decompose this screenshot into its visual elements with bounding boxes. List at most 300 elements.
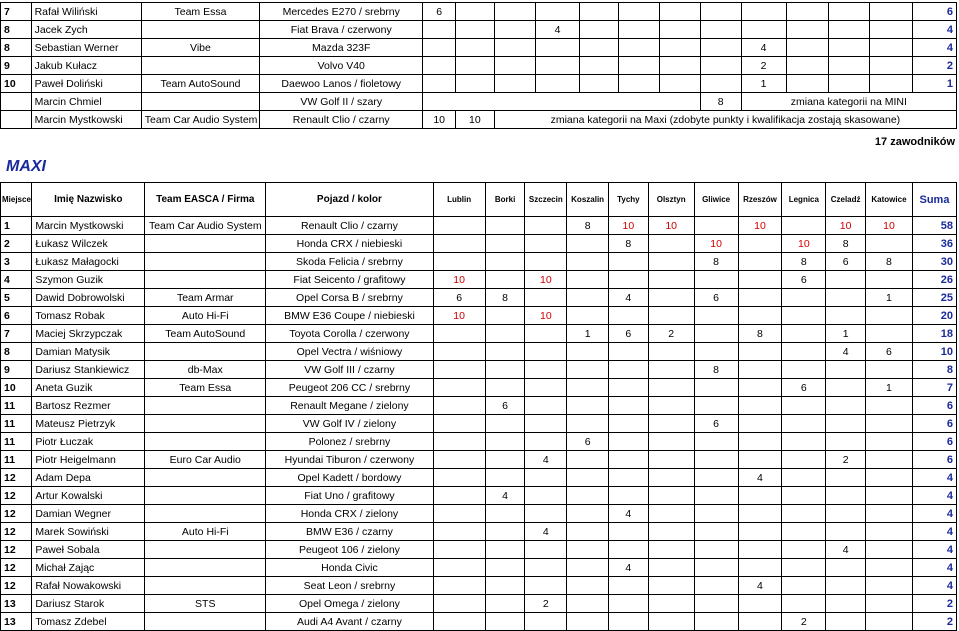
- score-cell: 2: [741, 57, 786, 75]
- header-city: Szczecin: [525, 183, 567, 217]
- score-cell: [738, 433, 782, 451]
- score-cell: [609, 271, 649, 289]
- sum-cell: 4: [912, 559, 956, 577]
- place-cell: 10: [1, 75, 32, 93]
- score-cell: 4: [609, 505, 649, 523]
- car-cell: Opel Corsa B / srebrny: [266, 289, 433, 307]
- score-cell: 10: [525, 307, 567, 325]
- score-cell: [433, 325, 485, 343]
- place-cell: 12: [1, 523, 32, 541]
- score-cell: [525, 487, 567, 505]
- team-cell: [145, 541, 266, 559]
- score-cell: [870, 21, 913, 39]
- score-cell: 6: [433, 289, 485, 307]
- score-cell: [826, 307, 866, 325]
- score-cell: 4: [738, 469, 782, 487]
- score-cell: [829, 57, 870, 75]
- score-cell: [782, 217, 826, 235]
- score-cell: [829, 75, 870, 93]
- result-row: [1, 217, 957, 235]
- score-cell: 8: [694, 253, 738, 271]
- place-cell: 7: [1, 3, 32, 21]
- score-cell: [619, 3, 660, 21]
- score-cell: [609, 487, 649, 505]
- score-cell: [660, 21, 701, 39]
- sum-cell: 4: [912, 577, 956, 595]
- place-cell: 12: [1, 541, 32, 559]
- header-city: Tychy: [609, 183, 649, 217]
- place-cell: 6: [1, 307, 32, 325]
- score-cell: [423, 21, 456, 39]
- score-cell: [694, 379, 738, 397]
- score-cell: [741, 21, 786, 39]
- header-city: Borki: [485, 183, 525, 217]
- score-cell: [782, 397, 826, 415]
- score-cell: [694, 469, 738, 487]
- name-cell: Piotr Łuczak: [32, 433, 145, 451]
- place-cell: 8: [1, 39, 32, 57]
- score-cell: [494, 3, 535, 21]
- score-cell: [433, 559, 485, 577]
- sum-cell: 25: [912, 289, 956, 307]
- sum-cell: 4: [912, 523, 956, 541]
- name-cell: Damian Matysik: [32, 343, 145, 361]
- score-cell: [694, 541, 738, 559]
- score-cell: 8: [694, 361, 738, 379]
- team-cell: [145, 433, 266, 451]
- team-cell: [141, 21, 259, 39]
- score-cell: [865, 577, 912, 595]
- score-cell: [648, 235, 694, 253]
- score-cell: [865, 415, 912, 433]
- car-cell: Mazda 323F: [260, 39, 423, 57]
- score-cell: 10: [525, 271, 567, 289]
- score-cell: [485, 271, 525, 289]
- sum-cell: 4: [912, 505, 956, 523]
- score-cell: [609, 379, 649, 397]
- score-cell: [567, 505, 609, 523]
- score-cell: [619, 75, 660, 93]
- place-cell: 5: [1, 289, 32, 307]
- car-cell: Honda CRX / niebieski: [266, 235, 433, 253]
- score-cell: 2: [826, 451, 866, 469]
- top-results-table: [0, 2, 957, 129]
- score-cell: [694, 487, 738, 505]
- score-cell: [567, 541, 609, 559]
- team-cell: Vibe: [141, 39, 259, 57]
- score-cell: [567, 451, 609, 469]
- sum-cell: 6: [912, 433, 956, 451]
- score-cell: [870, 3, 913, 21]
- score-cell: [826, 361, 866, 379]
- score-cell: [694, 343, 738, 361]
- score-cell: [433, 523, 485, 541]
- sum-cell: 4: [912, 487, 956, 505]
- score-cell: [865, 307, 912, 325]
- score-cell: [433, 469, 485, 487]
- score-cell: [826, 397, 866, 415]
- score-cell: [700, 39, 741, 57]
- score-cell: 8: [567, 217, 609, 235]
- place-cell: 12: [1, 469, 32, 487]
- score-cell: [567, 289, 609, 307]
- result-row: [1, 541, 957, 559]
- car-cell: Hyundai Tiburon / czerwony: [266, 451, 433, 469]
- team-cell: Team AutoSound: [141, 75, 259, 93]
- team-cell: [145, 487, 266, 505]
- place-cell: 11: [1, 451, 32, 469]
- result-row: [1, 271, 957, 289]
- sum-cell: 2: [912, 613, 956, 631]
- score-cell: 1: [567, 325, 609, 343]
- score-cell: [826, 469, 866, 487]
- score-cell: [433, 505, 485, 523]
- score-cell: [433, 433, 485, 451]
- score-cell: [660, 57, 701, 75]
- score-cell: [609, 415, 649, 433]
- score-cell: [423, 57, 456, 75]
- car-cell: VW Golf II / szary: [260, 93, 423, 111]
- result-row: [1, 379, 957, 397]
- sum-cell: 26: [912, 271, 956, 289]
- score-cell: 1: [826, 325, 866, 343]
- score-cell: [535, 57, 580, 75]
- score-cell: [782, 559, 826, 577]
- team-cell: Team Essa: [145, 379, 266, 397]
- score-cell: [738, 289, 782, 307]
- score-cell: [567, 415, 609, 433]
- score-cell: [694, 433, 738, 451]
- place-cell: 8: [1, 21, 32, 39]
- score-cell: [782, 595, 826, 613]
- sum-cell: 2: [912, 57, 956, 75]
- score-cell: [494, 39, 535, 57]
- score-cell: [865, 541, 912, 559]
- team-cell: Team Car Audio System: [141, 111, 259, 129]
- score-cell: 4: [826, 541, 866, 559]
- score-cell: [826, 271, 866, 289]
- score-cell: [865, 523, 912, 541]
- sum-cell: 4: [912, 21, 956, 39]
- score-cell: [648, 307, 694, 325]
- score-cell: [786, 39, 829, 57]
- score-cell: [567, 487, 609, 505]
- score-cell: [738, 397, 782, 415]
- score-cell: [485, 307, 525, 325]
- header-row: [1, 183, 957, 217]
- score-cell: 10: [609, 217, 649, 235]
- score-cell: 1: [865, 289, 912, 307]
- score-cell: [786, 75, 829, 93]
- place-cell: 13: [1, 595, 32, 613]
- score-cell: 6: [782, 271, 826, 289]
- score-cell: [870, 57, 913, 75]
- score-cell: [485, 415, 525, 433]
- top-row: [1, 21, 957, 39]
- score-cell: 6: [694, 289, 738, 307]
- score-cell: [660, 39, 701, 57]
- name-cell: Tomasz Zdebel: [32, 613, 145, 631]
- score-cell: [609, 523, 649, 541]
- place-cell: 8: [1, 343, 32, 361]
- result-row: [1, 469, 957, 487]
- score-cell: [609, 541, 649, 559]
- score-cell: [648, 541, 694, 559]
- score-cell: [609, 451, 649, 469]
- name-cell: Paweł Sobala: [32, 541, 145, 559]
- team-cell: [145, 235, 266, 253]
- name-cell: Maciej Skrzypczak: [32, 325, 145, 343]
- score-cell: [782, 433, 826, 451]
- score-cell: [782, 487, 826, 505]
- score-cell: [865, 451, 912, 469]
- score-cell: [433, 343, 485, 361]
- score-cell: 10: [433, 307, 485, 325]
- score-cell: [648, 289, 694, 307]
- score-cell: 4: [525, 451, 567, 469]
- sum-cell: 8: [912, 361, 956, 379]
- name-cell: Adam Depa: [32, 469, 145, 487]
- car-cell: Renault Clio / czarny: [260, 111, 423, 129]
- score-cell: 6: [865, 343, 912, 361]
- result-row: [1, 325, 957, 343]
- score-cell: [580, 39, 619, 57]
- score-cell: [738, 595, 782, 613]
- maxi-results-table: [0, 182, 957, 631]
- score-cell: [648, 523, 694, 541]
- score-cell: [865, 559, 912, 577]
- score-cell: [870, 75, 913, 93]
- score-cell: 10: [865, 217, 912, 235]
- car-cell: Daewoo Lanos / fioletowy: [260, 75, 423, 93]
- score-cell: [567, 577, 609, 595]
- place-cell: 11: [1, 397, 32, 415]
- score-cell: [485, 433, 525, 451]
- score-cell: [423, 75, 456, 93]
- name-cell: Damian Wegner: [32, 505, 145, 523]
- score-cell: [826, 523, 866, 541]
- sum-cell: 4: [912, 541, 956, 559]
- score-cell: [580, 3, 619, 21]
- score-cell: [865, 271, 912, 289]
- score-cell: [648, 361, 694, 379]
- result-row: [1, 595, 957, 613]
- place-cell: 11: [1, 415, 32, 433]
- score-cell: [423, 39, 456, 57]
- score-cell: [494, 21, 535, 39]
- team-cell: Team AutoSound: [145, 325, 266, 343]
- score-cell: [456, 3, 495, 21]
- score-cell: [700, 21, 741, 39]
- score-cell: [433, 253, 485, 271]
- score-cell: [485, 451, 525, 469]
- score-cell: 4: [535, 21, 580, 39]
- sum-cell: 7: [912, 379, 956, 397]
- place-cell: [1, 93, 32, 111]
- team-cell: [145, 505, 266, 523]
- score-cell: [525, 541, 567, 559]
- team-cell: [141, 57, 259, 75]
- score-cell: [738, 541, 782, 559]
- score-cell: [433, 361, 485, 379]
- score-cell: [738, 505, 782, 523]
- score-cell: [782, 469, 826, 487]
- score-cell: [525, 577, 567, 595]
- result-row: [1, 559, 957, 577]
- car-cell: Fiat Uno / grafitowy: [266, 487, 433, 505]
- score-cell: [525, 325, 567, 343]
- car-cell: Volvo V40: [260, 57, 423, 75]
- sum-cell: 6: [912, 415, 956, 433]
- name-cell: Tomasz Robak: [32, 307, 145, 325]
- name-cell: Paweł Doliński: [31, 75, 141, 93]
- name-cell: Łukasz Małagocki: [32, 253, 145, 271]
- score-cell: 10: [782, 235, 826, 253]
- score-cell: [433, 397, 485, 415]
- score-cell: [567, 523, 609, 541]
- score-cell: [870, 39, 913, 57]
- score-cell: [525, 469, 567, 487]
- name-cell: Marcin Chmiel: [31, 93, 141, 111]
- score-cell: [535, 3, 580, 21]
- score-cell: [648, 595, 694, 613]
- score-cell: [525, 343, 567, 361]
- name-cell: Marcin Mystkowski: [32, 217, 145, 235]
- car-cell: Mercedes E270 / srebrny: [260, 3, 423, 21]
- score-cell: [525, 289, 567, 307]
- sum-cell: 30: [912, 253, 956, 271]
- score-cell: [648, 415, 694, 433]
- car-cell: Renault Clio / czarny: [266, 217, 433, 235]
- car-cell: Toyota Corolla / czerwony: [266, 325, 433, 343]
- score-cell: [567, 343, 609, 361]
- score-cell: [535, 39, 580, 57]
- car-cell: VW Golf IV / zielony: [266, 415, 433, 433]
- score-cell: [525, 253, 567, 271]
- score-cell: [485, 379, 525, 397]
- place-cell: 4: [1, 271, 32, 289]
- score-cell: [826, 433, 866, 451]
- score-cell: [648, 397, 694, 415]
- score-cell: [738, 235, 782, 253]
- place-cell: 7: [1, 325, 32, 343]
- top-row: [1, 39, 957, 57]
- team-cell: Team Armar: [145, 289, 266, 307]
- name-cell: Bartosz Rezmer: [32, 397, 145, 415]
- category-title: MAXI: [6, 158, 46, 175]
- score-cell: [456, 57, 495, 75]
- score-cell: [567, 559, 609, 577]
- score-cell: 10: [433, 271, 485, 289]
- score-cell: [433, 487, 485, 505]
- score-cell: [694, 505, 738, 523]
- name-cell: Artur Kowalski: [32, 487, 145, 505]
- header-city: Legnica: [782, 183, 826, 217]
- score-cell: 1: [741, 75, 786, 93]
- score-cell: [826, 577, 866, 595]
- car-cell: BMW E36 / czarny: [266, 523, 433, 541]
- header-team: Team EASCA / Firma: [145, 183, 266, 217]
- car-cell: Opel Vectra / wiśniowy: [266, 343, 433, 361]
- score-cell: [782, 451, 826, 469]
- note-cell: zmiana kategorii na MINI: [741, 93, 956, 111]
- score-cell: 2: [782, 613, 826, 631]
- score-cell: [826, 415, 866, 433]
- sum-cell: 4: [912, 39, 956, 57]
- team-cell: [145, 253, 266, 271]
- score-cell: [738, 361, 782, 379]
- score-cell: [485, 325, 525, 343]
- team-cell: [145, 343, 266, 361]
- car-cell: Polonez / srebrny: [266, 433, 433, 451]
- name-cell: Michał Zając: [32, 559, 145, 577]
- score-cell: [786, 57, 829, 75]
- header-name: Imię Nazwisko: [32, 183, 145, 217]
- car-cell: Skoda Felicia / srebrny: [266, 253, 433, 271]
- score-cell: [826, 379, 866, 397]
- score-cell: [738, 523, 782, 541]
- score-cell: 6: [826, 253, 866, 271]
- score-cell: [525, 361, 567, 379]
- note-row: [1, 93, 957, 111]
- team-cell: [145, 559, 266, 577]
- sum-cell: 58: [912, 217, 956, 235]
- team-cell: [145, 469, 266, 487]
- score-cell: [829, 21, 870, 39]
- score-cell: [694, 595, 738, 613]
- score-cell: [786, 21, 829, 39]
- result-row: [1, 415, 957, 433]
- score-cell: [648, 271, 694, 289]
- score-cell: [865, 325, 912, 343]
- score-cell: [567, 307, 609, 325]
- sum-cell: 10: [912, 343, 956, 361]
- score-cell: 4: [826, 343, 866, 361]
- score-cell: [433, 595, 485, 613]
- score-cell: [782, 541, 826, 559]
- score-cell: [738, 487, 782, 505]
- score-cell: [782, 289, 826, 307]
- score-cell: 8: [738, 325, 782, 343]
- score-cell: 6: [485, 397, 525, 415]
- team-cell: [141, 93, 259, 111]
- score-cell: [694, 559, 738, 577]
- score-cell: [485, 505, 525, 523]
- name-cell: Sebastian Werner: [31, 39, 141, 57]
- score-cell: [456, 21, 495, 39]
- score-cell: [609, 577, 649, 595]
- score-cell: [433, 541, 485, 559]
- name-cell: Piotr Heigelmann: [32, 451, 145, 469]
- score-cell: [567, 271, 609, 289]
- score-cell: [456, 39, 495, 57]
- team-cell: db-Max: [145, 361, 266, 379]
- score-cell: [782, 523, 826, 541]
- score-cell: 4: [738, 577, 782, 595]
- score-cell: [485, 559, 525, 577]
- score-cell: [485, 217, 525, 235]
- score-cell: [525, 559, 567, 577]
- score-cell: [485, 577, 525, 595]
- car-cell: VW Golf III / czarny: [266, 361, 433, 379]
- score-cell: [485, 541, 525, 559]
- name-cell: Dariusz Stankiewicz: [32, 361, 145, 379]
- score-cell: [694, 523, 738, 541]
- team-cell: Team Car Audio System: [145, 217, 266, 235]
- car-cell: Opel Kadett / bordowy: [266, 469, 433, 487]
- score-cell: [694, 271, 738, 289]
- place-cell: 13: [1, 613, 32, 631]
